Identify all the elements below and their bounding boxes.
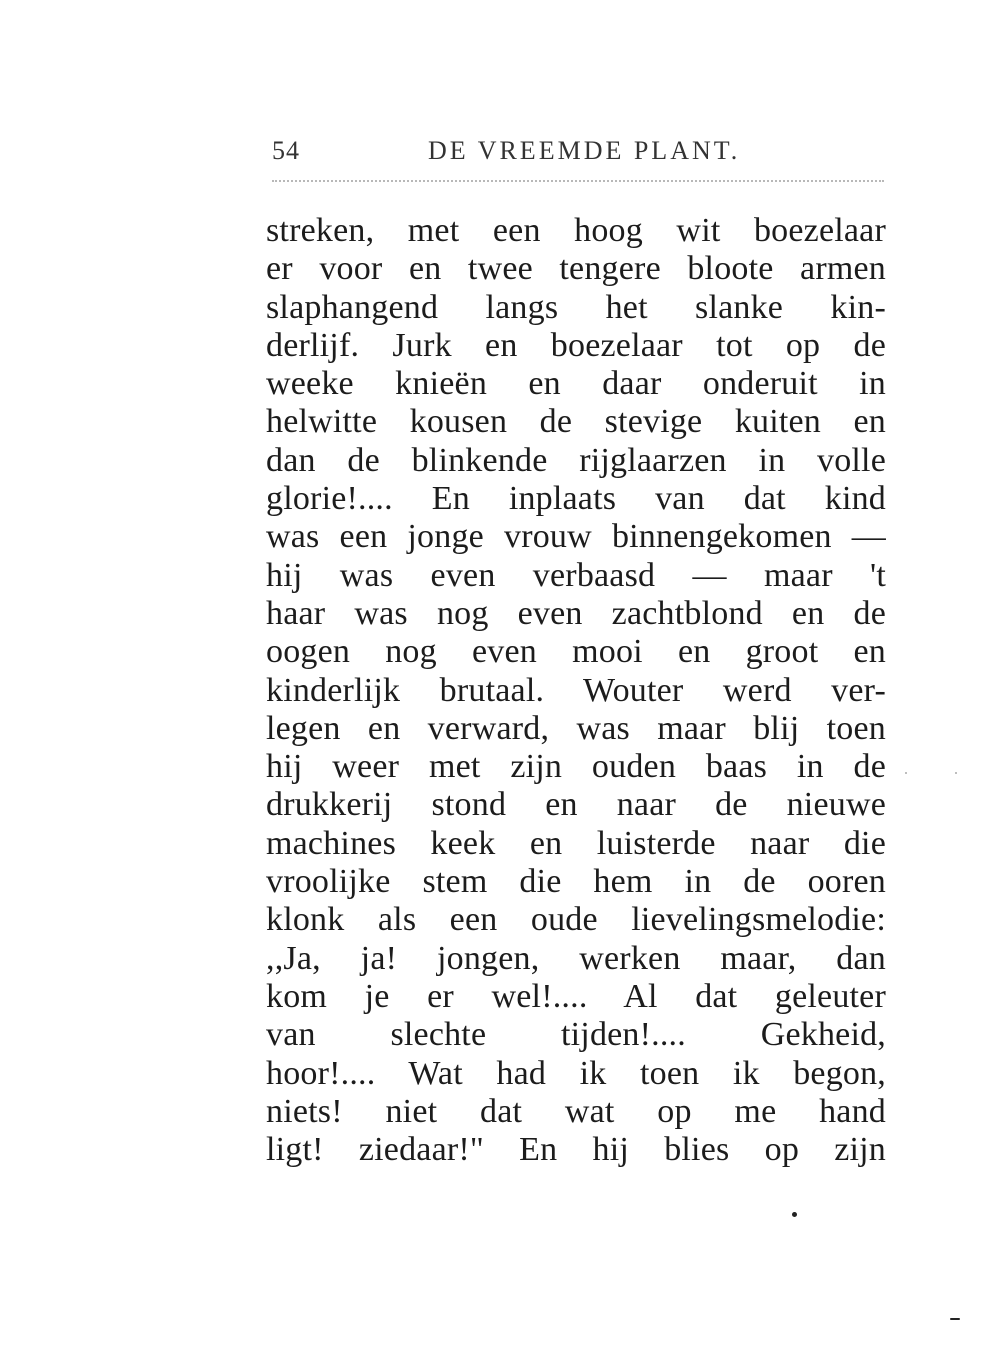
- text-line: helwitte kousen de stevige kuiten en: [266, 403, 886, 441]
- text-line: haar was nog even zachtblond en de: [266, 594, 886, 632]
- text-line: hoor!.... Wat had ik toen ik begon,: [266, 1054, 886, 1092]
- text-line: klonk als een oude lievelingsmelodie:: [266, 901, 886, 939]
- text-line: slaphangend langs het slanke kin-: [266, 288, 886, 326]
- ink-speck: [955, 772, 957, 774]
- text-line: kom je er wel!.... Al dat geleuter: [266, 977, 886, 1015]
- text-line: niets! niet dat wat op me hand: [266, 1092, 886, 1130]
- text-line: dan de blinkende rijglaarzen in volle: [266, 441, 886, 479]
- text-line: er voor en twee tengere bloote armen: [266, 250, 886, 288]
- ink-speck: [792, 1212, 797, 1217]
- text-line: hij was even verbaasd — maar 't: [266, 556, 886, 594]
- text-line: legen en verward, was maar blij toen: [266, 709, 886, 747]
- text-line: drukkerij stond en naar de nieuwe: [266, 786, 886, 824]
- text-line: van slechte tijden!.... Gekheid,: [266, 1016, 886, 1054]
- text-line: oogen nog even mooi en groot en: [266, 633, 886, 671]
- page-number: 54: [272, 136, 300, 165]
- running-title: DE VREEMDE PLANT.: [428, 136, 741, 165]
- text-line: streken, met een hoog wit boezelaar: [266, 212, 886, 249]
- text-line: ligt! ziedaar!" En hij blies op zijn: [266, 1131, 886, 1169]
- header-rule: [272, 180, 884, 182]
- ink-speck: [905, 772, 907, 774]
- text-line: vroolijke stem die hem in de ooren: [266, 863, 886, 901]
- text-line: kinderlijk brutaal. Wouter werd ver-: [266, 671, 886, 709]
- text-line: weeke knieën en daar onderuit in: [266, 365, 886, 403]
- body-text: [266, 212, 886, 1169]
- ink-speck: [950, 1318, 960, 1320]
- text-line: glorie!.... En inplaats van dat kind: [266, 480, 886, 518]
- text-line: was een jonge vrouw binnengekomen —: [266, 518, 886, 556]
- text-line: ,,Ja, ja! jongen, werken maar, dan: [266, 939, 886, 977]
- text-line: hij weer met zijn ouden baas in de: [266, 748, 886, 786]
- text-line: machines keek en luisterde naar die: [266, 824, 886, 862]
- text-line: derlijf. Jurk en boezelaar tot op de: [266, 326, 886, 364]
